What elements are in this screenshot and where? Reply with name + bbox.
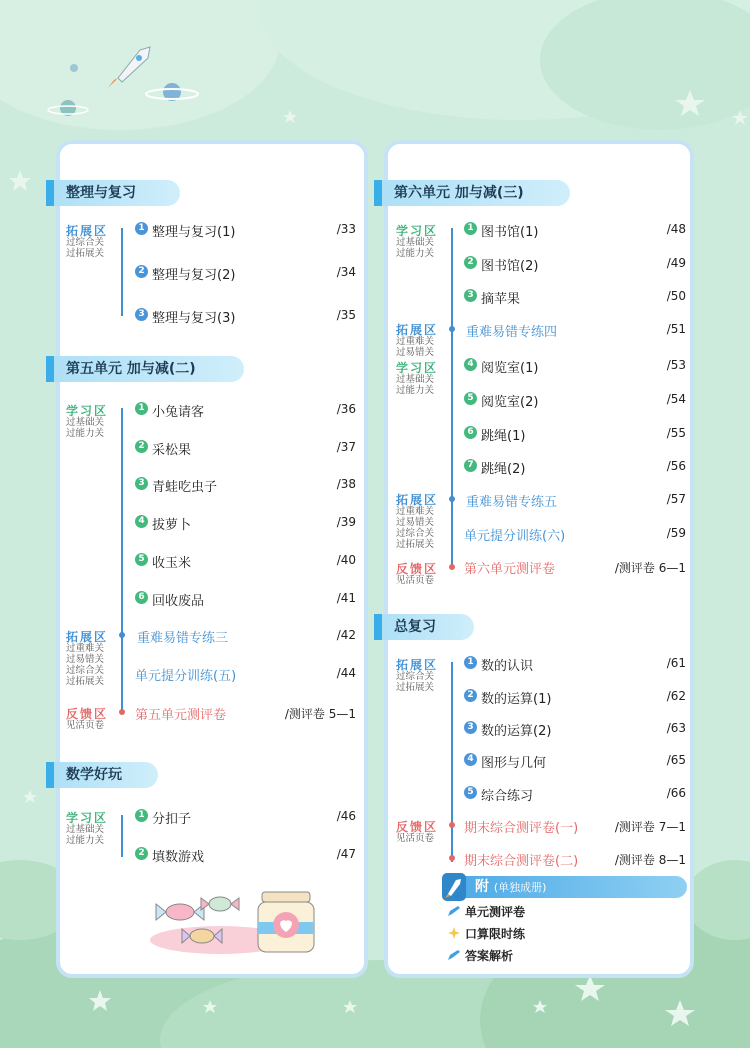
item-number-badge: 4: [135, 515, 148, 528]
item-number-badge: 6: [464, 426, 477, 439]
zone-sublabel: 过能力关: [66, 835, 105, 846]
zone-sublabel: 过拓展关: [396, 682, 435, 693]
toc-item-page: /49: [666, 256, 686, 270]
zone-label: 拓展区: [396, 323, 439, 337]
toc-item-page: /33: [336, 222, 356, 236]
zone-sublabel: 过基础关: [66, 417, 105, 428]
item-number-badge: 1: [135, 809, 148, 822]
toc-item-page: /41: [336, 591, 356, 605]
zone-sublabel: 见活页卷: [396, 575, 435, 586]
zone-label: 拓展区: [66, 224, 109, 238]
toc-item-page: /61: [666, 656, 686, 670]
section-header: 第六单元 加与减(三): [374, 180, 570, 206]
zone-sublabel: 过重难关: [396, 336, 435, 347]
item-dot: [119, 709, 125, 715]
toc-item-page: /62: [666, 689, 686, 703]
item-number-badge: 3: [135, 308, 148, 321]
toc-item-title[interactable]: 重难易错专练三: [137, 631, 229, 646]
zone-sublabel: 见活页卷: [396, 833, 435, 844]
toc-item-title[interactable]: 跳绳(2): [481, 462, 526, 477]
zone-label: 拓展区: [396, 658, 439, 672]
toc-item-title[interactable]: 图形与几何: [481, 756, 547, 771]
zone-sublabel: 过能力关: [396, 248, 435, 259]
item-dot: [449, 326, 455, 332]
item-number-badge: 3: [464, 289, 477, 302]
toc-item-page: /40: [336, 553, 356, 567]
item-number-badge: 2: [135, 440, 148, 453]
timeline-line: [121, 228, 123, 316]
toc-item-page: /50: [666, 289, 686, 303]
section-header: 整理与复习: [46, 180, 180, 206]
appendix-note: (单独成册): [493, 881, 547, 894]
item-number-badge: 3: [135, 477, 148, 490]
timeline-line: [451, 228, 453, 568]
toc-item-page: /44: [336, 666, 356, 680]
toc-item-title[interactable]: 数的运算(2): [481, 724, 552, 739]
zone-sublabel: 过拓展关: [396, 539, 435, 550]
toc-item-page: /55: [666, 426, 686, 440]
toc-item-title[interactable]: 图书馆(1): [481, 225, 539, 240]
zone-sublabel: 过拓展关: [66, 248, 105, 259]
zone-sublabel: 过基础关: [396, 374, 435, 385]
zone-label: 学习区: [396, 361, 439, 375]
toc-item-page: /46: [336, 809, 356, 823]
zone-sublabel: 过能力关: [396, 385, 435, 396]
zone-sublabel: 过拓展关: [66, 676, 105, 687]
jar-icon: [258, 892, 314, 952]
toc-item-page: /65: [666, 753, 686, 767]
toc-item-title[interactable]: 小兔请客: [152, 405, 205, 420]
item-dot: [449, 496, 455, 502]
toc-item-title[interactable]: 拔萝卜: [152, 518, 192, 533]
toc-item-title[interactable]: 回收废品: [152, 594, 205, 609]
zone-sublabel: 过综合关: [396, 528, 435, 539]
zone-sublabel: 过重难关: [66, 643, 105, 654]
item-number-badge: 1: [135, 222, 148, 235]
toc-item-title[interactable]: 摘苹果: [481, 292, 521, 307]
item-number-badge: 3: [464, 721, 477, 734]
item-dot: [449, 822, 455, 828]
toc-item-page: /测评卷 7—1: [614, 820, 686, 834]
item-number-badge: 6: [135, 591, 148, 604]
item-number-badge: 7: [464, 459, 477, 472]
toc-item-page: /53: [666, 358, 686, 372]
zone-sublabel: 过易错关: [396, 347, 435, 358]
item-number-badge: 2: [135, 265, 148, 278]
toc-item-page: /37: [336, 440, 356, 454]
toc-item-title[interactable]: 采松果: [152, 443, 192, 458]
zone-label: 反馈区: [396, 562, 439, 576]
zone-sublabel: 过能力关: [66, 428, 105, 439]
toc-item-title[interactable]: 数的运算(1): [481, 692, 552, 707]
toc-item-title[interactable]: 单元提分训练(五): [135, 669, 237, 684]
zone-sublabel: 过易错关: [396, 517, 435, 528]
zone-sublabel: 见活页卷: [66, 720, 105, 731]
appendix-item[interactable]: 答案解析: [465, 949, 514, 963]
zone-sublabel: 过易错关: [66, 654, 105, 665]
item-number-badge: 1: [464, 656, 477, 669]
toc-item-page: /47: [336, 847, 356, 861]
timeline-line: [121, 815, 123, 857]
toc-item-title[interactable]: 第五单元测评卷: [135, 708, 227, 723]
toc-item-title[interactable]: 单元提分训练(六): [464, 529, 566, 544]
sparkle-icon: [447, 927, 461, 939]
zone-label: 学习区: [66, 811, 109, 825]
rocket-icon: [441, 872, 467, 902]
toc-item-page: /51: [666, 322, 686, 336]
toc-item-page: /66: [666, 786, 686, 800]
toc-item-page: /59: [666, 526, 686, 540]
zone-sublabel: 过综合关: [66, 665, 105, 676]
item-number-badge: 4: [464, 753, 477, 766]
zone-label: 学习区: [66, 404, 109, 418]
appendix-title: 附: [475, 879, 489, 895]
zone-label: 学习区: [396, 224, 439, 238]
section-header: 数学好玩: [46, 762, 158, 788]
item-number-badge: 1: [135, 402, 148, 415]
zone-sublabel: 过综合关: [66, 237, 105, 248]
toc-item-title[interactable]: 阅览室(1): [481, 361, 539, 376]
item-number-badge: 4: [464, 358, 477, 371]
item-number-badge: 5: [135, 553, 148, 566]
toc-item-page: /42: [336, 628, 356, 642]
toc-item-title[interactable]: 阅览室(2): [481, 395, 539, 410]
toc-item-title[interactable]: 整理与复习(2): [152, 268, 236, 283]
section-header: 总复习: [374, 614, 474, 640]
item-dot: [449, 564, 455, 570]
toc-item-title[interactable]: 跳绳(1): [481, 429, 526, 444]
toc-item-title[interactable]: 重难易错专练四: [466, 325, 558, 340]
item-number-badge: 2: [464, 256, 477, 269]
zone-sublabel: 过重难关: [396, 506, 435, 517]
toc-item-title[interactable]: 期末综合测评卷(二): [464, 854, 579, 869]
toc-item-title[interactable]: 青蛙吃虫子: [152, 480, 218, 495]
toc-item-page: /35: [336, 308, 356, 322]
item-dot: [449, 855, 455, 861]
zone-sublabel: 过综合关: [396, 671, 435, 682]
toc-item-page: /34: [336, 265, 356, 279]
section-header: 第五单元 加与减(二): [46, 356, 244, 382]
appendix-item[interactable]: 口算限时练: [465, 927, 526, 941]
appendix-item[interactable]: 单元测评卷: [465, 905, 526, 919]
candy-icon: [156, 904, 204, 920]
toc-item-title[interactable]: 综合练习: [481, 789, 534, 804]
item-dot: [119, 632, 125, 638]
toc-item-title[interactable]: 分扣子: [152, 812, 192, 827]
toc-item-title[interactable]: 重难易错专练五: [466, 495, 558, 510]
item-number-badge: 2: [135, 847, 148, 860]
item-number-badge: 5: [464, 786, 477, 799]
pencil-icon: [447, 905, 461, 917]
toc-item-title[interactable]: 整理与复习(3): [152, 311, 236, 326]
item-number-badge: 1: [464, 222, 477, 235]
toc-item-title[interactable]: 填数游戏: [152, 850, 205, 865]
toc-item-page: /48: [666, 222, 686, 236]
toc-item-page: /63: [666, 721, 686, 735]
toc-item-page: /39: [336, 515, 356, 529]
toc-item-title[interactable]: 收玉米: [152, 556, 192, 571]
toc-item-page: /测评卷 5—1: [284, 707, 356, 721]
toc-item-page: /38: [336, 477, 356, 491]
item-number-badge: 5: [464, 392, 477, 405]
toc-item-title[interactable]: 整理与复习(1): [152, 225, 236, 240]
zone-sublabel: 过基础关: [396, 237, 435, 248]
zone-label: 拓展区: [396, 493, 439, 507]
zone-label: 反馈区: [66, 707, 109, 721]
item-number-badge: 2: [464, 689, 477, 702]
appendix-header: [445, 876, 687, 898]
toc-item-title[interactable]: 数的认识: [481, 659, 534, 674]
timeline-line: [121, 408, 123, 710]
toc-item-page: /测评卷 8—1: [614, 853, 686, 867]
candy-icon: [201, 897, 239, 911]
toc-item-page: /54: [666, 392, 686, 406]
zone-label: 反馈区: [396, 820, 439, 834]
toc-item-page: /36: [336, 402, 356, 416]
toc-item-page: /57: [666, 492, 686, 506]
zone-sublabel: 过基础关: [66, 824, 105, 835]
pencil-icon: [447, 949, 461, 961]
timeline-line: [451, 662, 453, 862]
toc-item-page: /56: [666, 459, 686, 473]
toc-item-page: /测评卷 6—1: [614, 561, 686, 575]
candy-jar-illustration: [140, 880, 340, 960]
zone-label: 拓展区: [66, 630, 109, 644]
toc-item-title[interactable]: 图书馆(2): [481, 259, 539, 274]
toc-item-title[interactable]: 期末综合测评卷(一): [464, 821, 579, 836]
toc-item-title[interactable]: 第六单元测评卷: [464, 562, 556, 577]
